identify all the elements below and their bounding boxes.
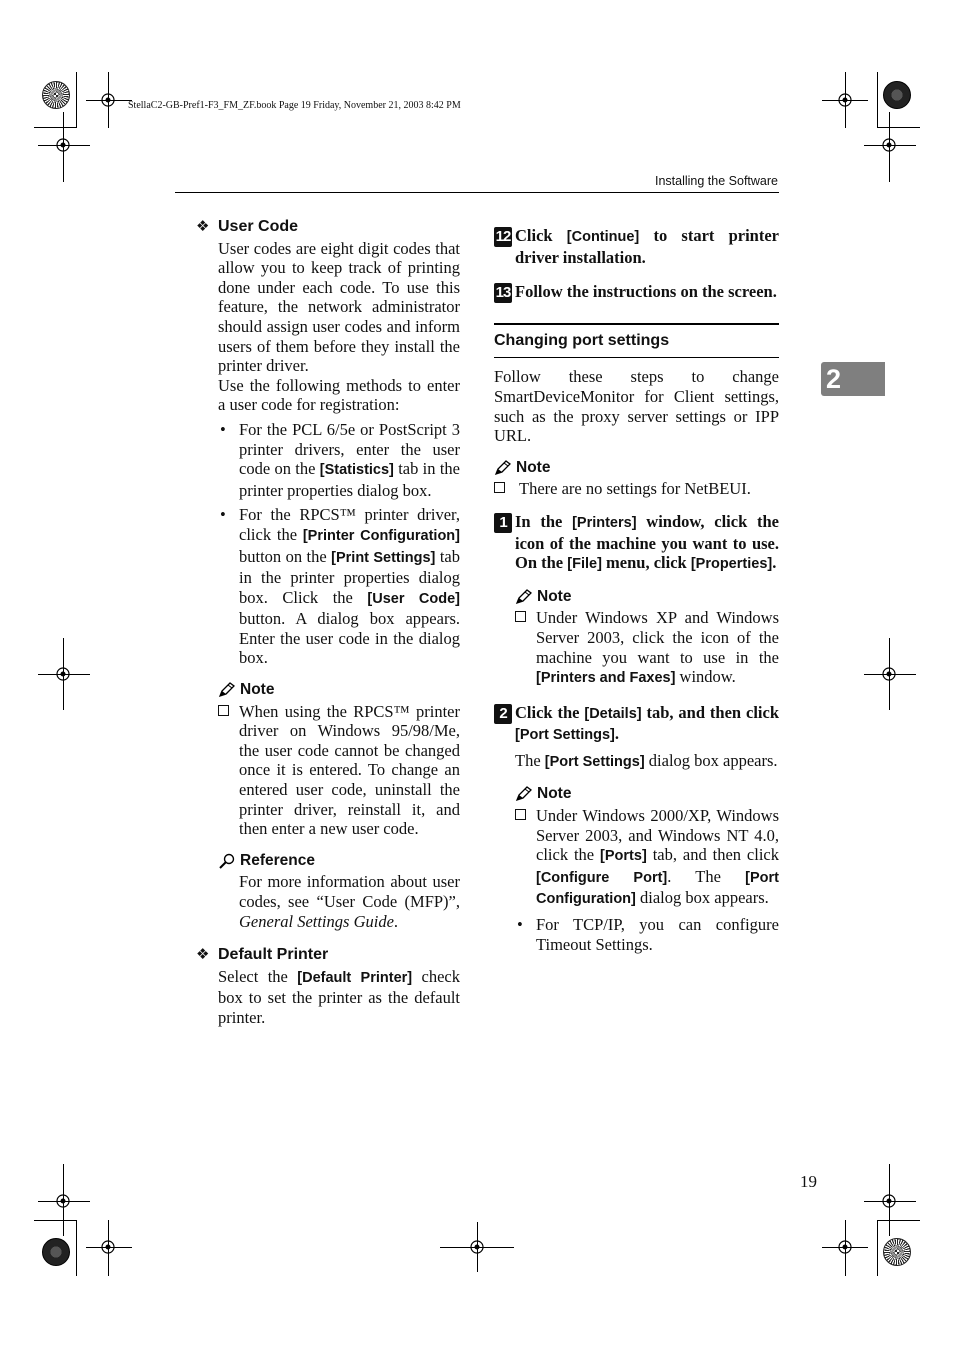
diamond-bullet-icon: ❖	[196, 946, 210, 964]
reference-text: For more information about user codes, see “User Code (MFP)”, General Settings Guide.	[239, 872, 460, 931]
registration-mark-icon	[836, 91, 854, 109]
step-number-badge: 2	[494, 704, 512, 724]
default-printer-checkbox-ref: [Default Printer]	[297, 969, 413, 986]
registration-mark-icon	[880, 136, 898, 154]
color-register-dial	[42, 81, 70, 109]
note-item: There are no settings for NetBEUI.	[494, 479, 779, 499]
reference-heading: Reference	[218, 851, 460, 871]
diamond-bullet-icon: ❖	[196, 218, 210, 235]
registration-mark-icon	[836, 1238, 854, 1256]
step-number-badge: 13	[495, 284, 511, 302]
port-configuration-dialog-ref: [Port Configuration]	[536, 869, 780, 908]
left-column	[196, 217, 460, 1028]
pencil-note-icon	[218, 682, 236, 698]
printers-window-ref: [Printers]	[572, 514, 637, 531]
registration-mark-icon	[99, 91, 117, 109]
print-settings-tab-ref: [Print Settings]	[331, 549, 436, 566]
registration-mark-icon	[468, 1238, 486, 1256]
user-code-button-ref: [User Code]	[367, 590, 460, 607]
right-column	[494, 226, 779, 954]
step-2-note	[494, 784, 779, 954]
guide-title: General Settings Guide	[239, 911, 394, 931]
checkbox-square-icon	[494, 482, 505, 493]
section-rule-top	[494, 323, 779, 325]
header-rule	[175, 192, 779, 193]
registration-mark-icon	[99, 1238, 117, 1256]
registration-mark-icon	[54, 136, 72, 154]
color-register-dial	[883, 1238, 911, 1266]
checkbox-square-icon	[218, 705, 229, 716]
note-item: Under Windows 2000/XP, Windows Server 2003, and Windows NT 4.0, click the [Ports] tab, and then click [Configure Port]. The [Port Configuration] dialog box appears.	[515, 806, 779, 910]
continue-button-ref: [Continue]	[566, 229, 640, 245]
default-printer-heading: ❖ Default Printer	[196, 946, 329, 964]
list-item: • For the RPCS™ printer driver, click the [Printer Configuration] button on the [Print Settings] tab in the printer properties dialog box. Click the [User Code] button. A dialog box appears. Enter the user code in the dialog box.	[220, 505, 460, 668]
pencil-note-icon	[515, 589, 533, 605]
user-code-methods	[218, 420, 460, 668]
user-code-heading: ❖ User Code	[196, 218, 299, 235]
printers-and-faxes-window-ref: [Printers and Faxes]	[536, 670, 676, 687]
file-info-slug: StellaC2-GB-Pref1-F3_FM_ZF.book Page 19 Friday, November 21, 2003 8:42 PM	[128, 100, 461, 111]
user-code-para1: User codes are eight digit codes that allow you to keep track of printing done under each code. To use this feature, the network administrator should assign user codes and inform users of them before they install the printer driver.	[218, 238, 460, 376]
section-intro: Follow these steps to change SmartDeviceMonitor for Client settings, such as the proxy server settings or IPP URL.	[494, 367, 779, 446]
step-2: 2 Click the [Details] tab, and then click [Port Settings].	[494, 703, 779, 746]
note-heading: Note	[494, 458, 779, 478]
ports-tab-ref: [Ports]	[600, 848, 647, 865]
note-heading: Note	[218, 680, 460, 700]
step-2-body: The [Port Settings] dialog box appears.	[515, 750, 778, 770]
step-1: 1 In the [Printers] window, click the icon of the machine you want to use. On the [File] menu, click [Properties].	[494, 512, 779, 575]
note-heading: Note	[515, 587, 779, 607]
user-code-para2: Use the following methods to enter a user code for registration:	[218, 375, 460, 415]
pencil-note-icon	[494, 460, 512, 476]
list-item: • For TCP/IP, you can configure Timeout Settings.	[517, 915, 779, 954]
registration-mark-icon	[54, 665, 72, 683]
note-item: Under Windows XP and Windows Server 2003, click the icon of the machine you want to use in the [Printers and Faxes] window.	[515, 608, 779, 688]
registration-mark-icon	[880, 665, 898, 683]
port-settings-button-ref: [Port Settings]	[515, 727, 615, 744]
port-settings-dialog-ref: [Port Settings]	[544, 753, 645, 770]
page-number: 19	[800, 1172, 817, 1191]
note-bullets	[515, 915, 779, 954]
properties-menu-ref: [Properties]	[690, 556, 773, 573]
step-number-badge: 1	[494, 513, 512, 533]
chapter-tab: 2	[821, 362, 885, 396]
registration-mark-icon	[880, 1192, 898, 1210]
step-1-note	[494, 587, 779, 689]
section-rule-bottom	[494, 357, 779, 358]
step-13: 13 Follow the instructions on the screen.	[495, 282, 777, 302]
section-title: Changing port settings	[494, 331, 670, 349]
note-item: When using the RPCS™ printer driver on Windows 95/98/Me, the user code cannot be changed once it is entered. To change an entered user code, uninstall the printer driver, reinstall it, and then enter a new user code.	[218, 702, 460, 839]
registration-mark-icon	[54, 1192, 72, 1210]
details-tab-ref: [Details]	[584, 705, 642, 722]
checkbox-square-icon	[515, 611, 526, 622]
note-heading: Note	[515, 784, 779, 804]
color-register-dial	[42, 1238, 70, 1266]
list-item: • For the PCL 6/5e or PostScript 3 printer drivers, enter the user code on the [Statistics] tab in the printer properties dialog box.	[220, 419, 460, 500]
checkbox-square-icon	[515, 809, 526, 820]
default-printer-text: Select the [Default Printer] check box to set the printer as the default printer.	[218, 966, 460, 1027]
step-number-badge: 12	[495, 228, 511, 245]
printer-configuration-button-ref: [Printer Configuration]	[302, 527, 460, 544]
configure-port-button-ref: [Configure Port]	[536, 869, 668, 886]
pencil-note-icon	[515, 786, 533, 802]
statistics-tab-ref: [Statistics]	[319, 462, 394, 479]
color-register-dial	[883, 81, 911, 109]
magnifier-reference-icon	[218, 853, 236, 869]
file-menu-ref: [File]	[567, 556, 602, 573]
step-12: 12 Click [Continue] to start printer driver installation.	[495, 226, 779, 267]
running-head: Installing the Software	[655, 174, 778, 188]
